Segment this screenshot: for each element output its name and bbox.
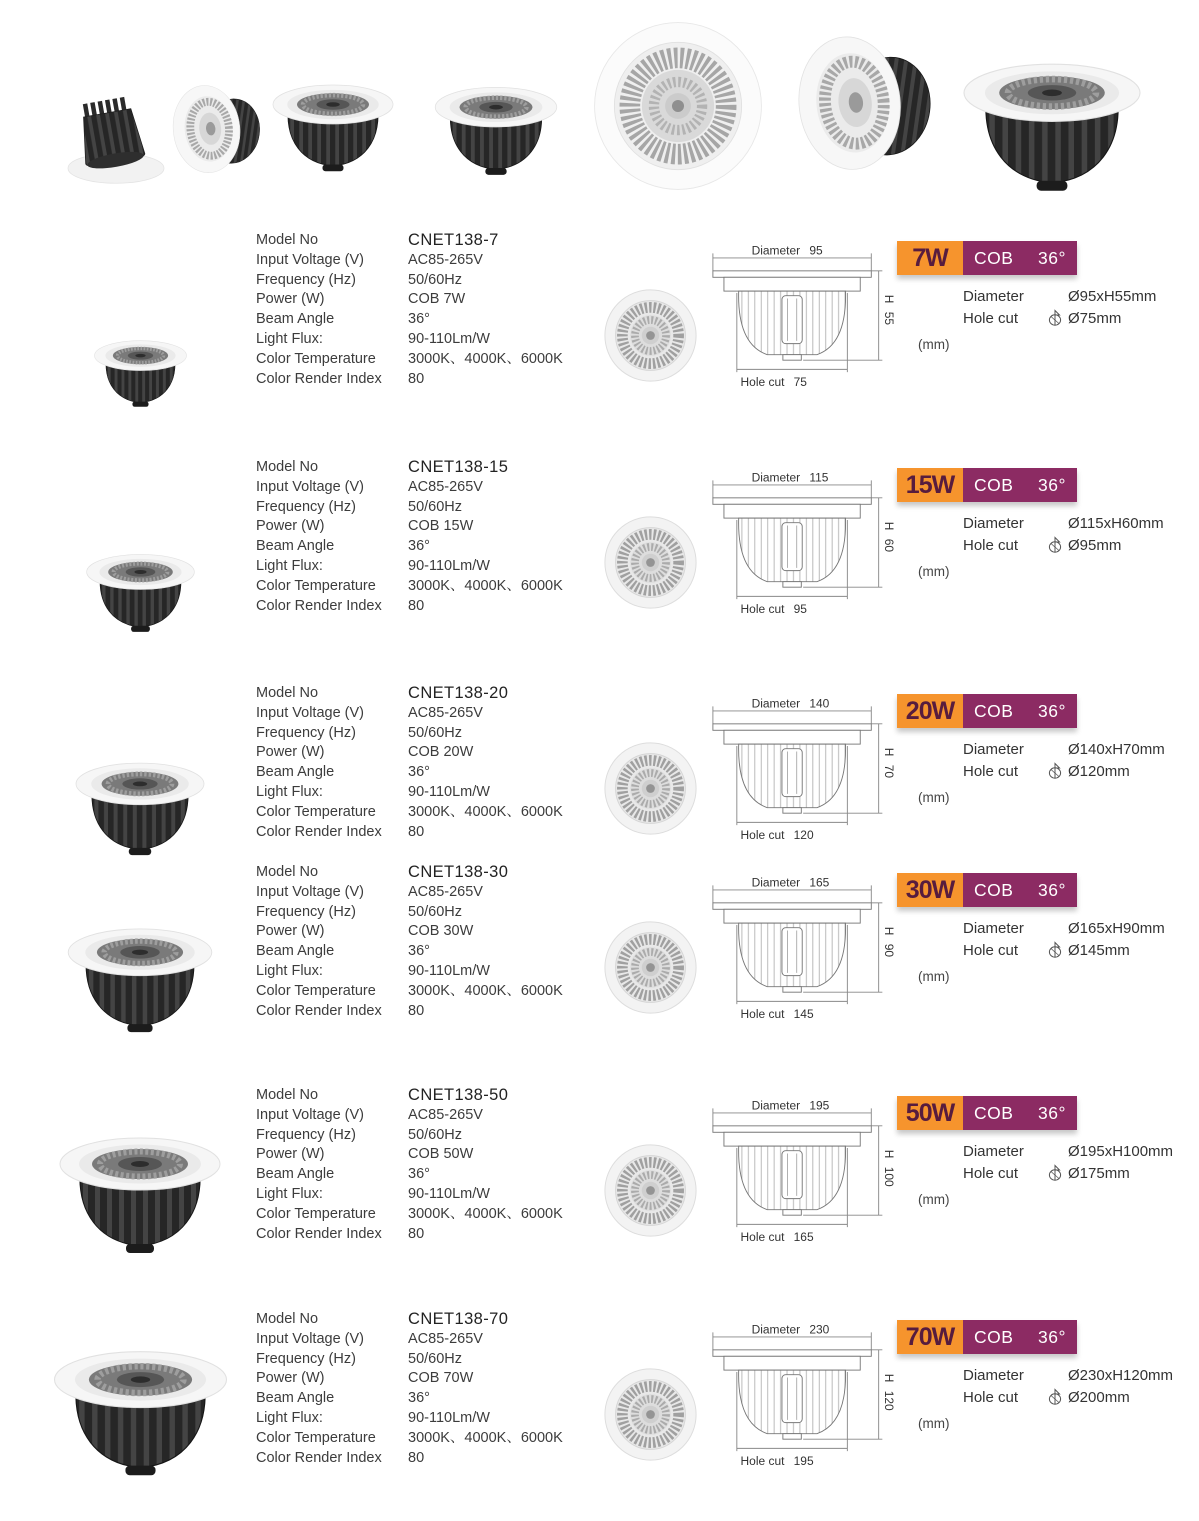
hole-cut-icon	[1046, 1388, 1068, 1406]
technical-drawing	[600, 873, 900, 1053]
spec-label: Model No	[256, 1087, 319, 1103]
drawing-diameter-label: Diameter 165	[751, 875, 830, 890]
spec-value-model: CNET138-30	[408, 863, 509, 881]
dimensions-panel	[963, 1364, 1173, 1408]
dim-label-diameter: Diameter	[963, 514, 1024, 532]
drawing-holecut-label: Hole cut 145	[740, 1006, 814, 1021]
spec-label: Input Voltage (V)	[256, 883, 365, 900]
spec-label: Frequency (Hz)	[256, 724, 356, 741]
dim-row-holecut	[963, 939, 1165, 961]
spec-value: 50/60Hz	[408, 724, 463, 741]
spec-label: Power (W)	[256, 518, 325, 535]
dim-value-holecut: Ø95mm	[1068, 536, 1122, 554]
beam-angle-label: 36°	[1038, 247, 1066, 268]
dimensions-panel	[963, 738, 1165, 782]
hole-cut-icon	[1046, 941, 1068, 959]
spec-value: AC85-265V	[408, 883, 483, 900]
drawing-top-view	[602, 287, 699, 384]
beam-angle-label: 36°	[1038, 1326, 1066, 1347]
spec-value: COB 50W	[408, 1146, 474, 1163]
product-row	[0, 1304, 1199, 1521]
spec-row-model	[256, 231, 606, 251]
drawing-height-label: H70	[882, 747, 897, 779]
cob-label: COB	[974, 1326, 1014, 1347]
dim-row-holecut	[963, 1162, 1173, 1184]
dim-value-diameter: Ø165xH90mm	[1068, 919, 1165, 937]
spec-value: 90-110Lm/W	[408, 1185, 490, 1202]
spec-label: Model No	[256, 232, 319, 248]
hole-cut-icon	[1046, 309, 1068, 327]
drawing-holecut-label: Hole cut 120	[740, 827, 814, 842]
unit-note: (mm)	[918, 1416, 950, 1431]
spec-value: 3000K、4000K、6000K	[408, 1429, 563, 1446]
spec-value: AC85-265V	[408, 478, 483, 495]
dim-label-diameter: Diameter	[963, 287, 1024, 305]
spec-row-light-flux	[256, 557, 606, 577]
technical-drawing	[600, 694, 900, 874]
spec-value-model: CNET138-20	[408, 684, 509, 702]
unit-note: (mm)	[918, 337, 950, 352]
spec-row-beam-angle	[256, 1389, 606, 1409]
spec-row-color-render-index	[256, 370, 606, 390]
product-row	[0, 452, 1199, 678]
spec-label: Frequency (Hz)	[256, 271, 356, 288]
product-row	[0, 225, 1199, 451]
watt-label: 70W	[897, 1320, 963, 1354]
spec-row-color-temperature	[256, 982, 606, 1002]
spec-label: Beam Angle	[256, 943, 335, 960]
spec-label: Color Temperature	[256, 350, 376, 367]
spec-label: Color Render Index	[256, 597, 382, 614]
drawing-side-view	[700, 1322, 898, 1479]
spec-value: COB 70W	[408, 1370, 474, 1387]
drawing-top-view	[602, 1366, 699, 1463]
spec-label: Color Temperature	[256, 803, 376, 820]
dim-label-diameter: Diameter	[963, 919, 1024, 937]
spec-value: AC85-265V	[408, 251, 483, 268]
spec-row-color-temperature	[256, 350, 606, 370]
spec-value-model: CNET138-50	[408, 1086, 509, 1104]
spec-value: 36°	[408, 943, 430, 960]
spec-label: Model No	[256, 459, 319, 475]
spec-label: Frequency (Hz)	[256, 1126, 356, 1143]
spec-row-color-temperature	[256, 1205, 606, 1225]
wattage-badge	[897, 1320, 1077, 1354]
spec-value: 3000K、4000K、6000K	[408, 982, 563, 999]
spec-label: Power (W)	[256, 744, 325, 761]
dim-label-diameter: Diameter	[963, 740, 1024, 758]
dim-value-holecut: Ø145mm	[1068, 941, 1130, 959]
dim-row-holecut	[963, 1386, 1173, 1408]
spec-value: 90-110Lm/W	[408, 1409, 490, 1426]
spec-label: Power (W)	[256, 291, 325, 308]
spec-row-color-render-index	[256, 1002, 606, 1022]
spec-value: 36°	[408, 311, 430, 328]
spec-row-beam-angle	[256, 763, 606, 783]
spec-label: Beam Angle	[256, 764, 335, 781]
spec-row-light-flux	[256, 962, 606, 982]
spec-row-frequency	[256, 271, 606, 291]
spec-label: Color Temperature	[256, 982, 376, 999]
spec-label: Power (W)	[256, 923, 325, 940]
spec-table	[256, 458, 606, 616]
spec-value: COB 20W	[408, 744, 474, 761]
spec-row-voltage	[256, 704, 606, 724]
drawing-height-label: H90	[882, 926, 897, 958]
cob-segment	[963, 468, 1077, 502]
dim-label-holecut: Hole cut	[963, 309, 1019, 327]
dim-row-holecut	[963, 307, 1156, 329]
spec-row-voltage	[256, 251, 606, 271]
drawing-top-view	[602, 919, 699, 1016]
dim-value-holecut: Ø175mm	[1068, 1164, 1130, 1182]
spec-label: Color Temperature	[256, 577, 376, 594]
spec-row-frequency	[256, 1126, 606, 1146]
beam-angle-label: 36°	[1038, 1102, 1066, 1123]
spec-row-power	[256, 922, 606, 942]
spec-label: Color Render Index	[256, 370, 382, 387]
drawing-diameter-label: Diameter 230	[751, 1322, 830, 1337]
spec-value-model: CNET138-7	[408, 231, 499, 249]
technical-drawing	[600, 1320, 900, 1500]
product-photo	[73, 541, 208, 651]
watt-label: 15W	[897, 468, 963, 502]
spec-label: Model No	[256, 864, 319, 880]
dim-row-diameter	[963, 917, 1165, 939]
spec-table	[256, 1086, 606, 1244]
dimensions-panel	[963, 917, 1165, 961]
dim-label-holecut: Hole cut	[963, 762, 1019, 780]
spec-row-beam-angle	[256, 310, 606, 330]
hole-cut-icon	[1046, 536, 1068, 554]
spec-value: 50/60Hz	[408, 498, 463, 515]
spec-value: 80	[408, 1225, 425, 1242]
spec-row-light-flux	[256, 1185, 606, 1205]
beam-angle-label: 36°	[1038, 474, 1066, 495]
spec-row-color-render-index	[256, 823, 606, 843]
technical-drawing	[600, 241, 900, 421]
product-photo	[40, 1118, 240, 1279]
spec-value: 80	[408, 1449, 425, 1466]
beam-angle-label: 36°	[1038, 879, 1066, 900]
dim-label-diameter: Diameter	[963, 1366, 1024, 1384]
spec-value-model: CNET138-15	[408, 458, 509, 476]
spec-table	[256, 231, 606, 389]
spec-value: 80	[408, 823, 425, 840]
dim-row-diameter	[963, 512, 1164, 534]
spec-row-color-temperature	[256, 803, 606, 823]
wattage-badge	[897, 468, 1077, 502]
spec-row-color-temperature	[256, 1429, 606, 1449]
spec-row-color-temperature	[256, 577, 606, 597]
dim-value-diameter: Ø230xH120mm	[1068, 1366, 1174, 1384]
unit-note: (mm)	[918, 969, 950, 984]
spec-row-voltage	[256, 478, 606, 498]
dimensions-panel	[963, 512, 1164, 556]
spec-label: Frequency (Hz)	[256, 903, 356, 920]
spec-row-model	[256, 1086, 606, 1106]
gallery-photo-front	[592, 10, 764, 207]
spec-row-power	[256, 290, 606, 310]
spec-row-power	[256, 743, 606, 763]
spec-value: 36°	[408, 764, 430, 781]
spec-value: 36°	[408, 538, 430, 555]
dim-label-holecut: Hole cut	[963, 536, 1019, 554]
cob-segment	[963, 873, 1077, 907]
spec-row-power	[256, 1145, 606, 1165]
spec-row-beam-angle	[256, 537, 606, 557]
dim-row-diameter	[963, 738, 1165, 760]
spec-table	[256, 1310, 606, 1468]
spec-label: Light Flux:	[256, 783, 323, 800]
dim-value-holecut: Ø120mm	[1068, 762, 1130, 780]
wattage-badge	[897, 873, 1077, 907]
spec-table	[256, 863, 606, 1021]
drawing-side-view	[700, 875, 898, 1032]
spec-label: Color Temperature	[256, 1429, 376, 1446]
spec-label: Light Flux:	[256, 1409, 323, 1426]
wattage-badge	[897, 241, 1077, 275]
cob-label: COB	[974, 474, 1014, 495]
gallery-photo-heatsink	[50, 80, 170, 200]
spec-value: 3000K、4000K、6000K	[408, 350, 563, 367]
spec-value: COB 15W	[408, 518, 474, 535]
spec-row-voltage	[256, 1106, 606, 1126]
drawing-diameter-label: Diameter 195	[751, 1098, 830, 1113]
spec-label: Beam Angle	[256, 1166, 335, 1183]
unit-note: (mm)	[918, 1192, 950, 1207]
spec-value: 50/60Hz	[408, 271, 463, 288]
dim-row-holecut	[963, 534, 1164, 556]
dim-value-diameter: Ø140xH70mm	[1068, 740, 1165, 758]
drawing-holecut-label: Hole cut 75	[740, 374, 807, 389]
drawing-top-view	[602, 514, 699, 611]
spec-value: 3000K、4000K、6000K	[408, 803, 563, 820]
spec-label: Beam Angle	[256, 311, 335, 328]
spec-value: 80	[408, 370, 425, 387]
drawing-holecut-label: Hole cut 195	[740, 1453, 814, 1468]
spec-value: COB 30W	[408, 923, 474, 940]
spec-row-voltage	[256, 1330, 606, 1350]
spec-value: 50/60Hz	[408, 1350, 463, 1367]
spec-value: AC85-265V	[408, 1106, 483, 1123]
dim-value-diameter: Ø195xH100mm	[1068, 1142, 1174, 1160]
spec-row-frequency	[256, 1350, 606, 1370]
drawing-holecut-label: Hole cut 165	[740, 1229, 814, 1244]
drawing-diameter-label: Diameter 115	[751, 470, 829, 485]
spec-label: Color Render Index	[256, 1002, 382, 1019]
spec-label: Input Voltage (V)	[256, 1106, 365, 1123]
spec-row-beam-angle	[256, 942, 606, 962]
technical-drawing	[600, 1096, 900, 1276]
cob-segment	[963, 1096, 1077, 1130]
spec-value: 3000K、4000K、6000K	[408, 1205, 563, 1222]
spec-label: Frequency (Hz)	[256, 498, 356, 515]
cob-label: COB	[974, 700, 1014, 721]
dim-value-diameter: Ø115xH60mm	[1068, 514, 1164, 532]
spec-value-model: CNET138-70	[408, 1310, 509, 1328]
spec-value: 90-110Lm/W	[408, 557, 490, 574]
spec-value: 90-110Lm/W	[408, 962, 490, 979]
spec-label: Input Voltage (V)	[256, 478, 365, 495]
spec-row-model	[256, 684, 606, 704]
spec-value: COB 7W	[408, 291, 466, 308]
dim-label-diameter: Diameter	[963, 1142, 1024, 1160]
watt-label: 20W	[897, 694, 963, 728]
spec-row-model	[256, 1310, 606, 1330]
spec-value: 90-110Lm/W	[408, 783, 490, 800]
watt-label: 50W	[897, 1096, 963, 1130]
gallery-photo-tilted-small	[166, 66, 270, 197]
spec-row-light-flux	[256, 1409, 606, 1429]
cob-segment	[963, 1320, 1077, 1354]
wattage-badge	[897, 1096, 1077, 1130]
spec-label: Color Temperature	[256, 1205, 376, 1222]
spec-table	[256, 684, 606, 842]
spec-row-color-render-index	[256, 597, 606, 617]
spec-value: 50/60Hz	[408, 1126, 463, 1143]
hole-cut-icon	[1046, 1164, 1068, 1182]
spec-row-frequency	[256, 498, 606, 518]
technical-drawing	[600, 468, 900, 648]
spec-row-light-flux	[256, 783, 606, 803]
spec-label: Color Render Index	[256, 823, 382, 840]
gallery-photo-three-quarter-large	[942, 42, 1162, 219]
drawing-side-view	[700, 470, 898, 627]
spec-label: Light Flux:	[256, 962, 323, 979]
watt-label: 7W	[897, 241, 963, 275]
dim-value-holecut: Ø75mm	[1068, 309, 1122, 327]
dim-label-holecut: Hole cut	[963, 1164, 1019, 1182]
dim-value-holecut: Ø200mm	[1068, 1388, 1130, 1406]
drawing-top-view	[602, 1142, 699, 1239]
spec-value: 80	[408, 597, 425, 614]
drawing-holecut-label: Hole cut 95	[740, 601, 807, 616]
drawing-diameter-label: Diameter 95	[751, 243, 823, 258]
product-row	[0, 1080, 1199, 1306]
spec-row-light-flux	[256, 330, 606, 350]
gallery-photo-tilted-large	[788, 8, 946, 203]
dim-row-diameter	[963, 1364, 1173, 1386]
dim-value-diameter: Ø95xH55mm	[1068, 287, 1157, 305]
drawing-height-label: H60	[882, 521, 897, 553]
spec-row-power	[256, 517, 606, 537]
spec-label: Light Flux:	[256, 330, 323, 347]
dimensions-panel	[963, 285, 1156, 329]
spec-label: Model No	[256, 1311, 319, 1327]
spec-label: Input Voltage (V)	[256, 704, 365, 721]
drawing-diameter-label: Diameter 140	[751, 696, 830, 711]
dim-label-holecut: Hole cut	[963, 1388, 1019, 1406]
spec-value: 80	[408, 1002, 425, 1019]
spec-label: Model No	[256, 685, 319, 701]
watt-label: 30W	[897, 873, 963, 907]
drawing-side-view	[700, 696, 898, 853]
product-row	[0, 857, 1199, 1083]
spec-value: 50/60Hz	[408, 903, 463, 920]
unit-note: (mm)	[918, 564, 950, 579]
wattage-badge	[897, 694, 1077, 728]
spec-label: Beam Angle	[256, 538, 335, 555]
spec-row-voltage	[256, 883, 606, 903]
spec-value: 36°	[408, 1166, 430, 1183]
spec-label: Color Render Index	[256, 1225, 382, 1242]
spec-label: Power (W)	[256, 1146, 325, 1163]
spec-row-beam-angle	[256, 1165, 606, 1185]
spec-value: 36°	[408, 1390, 430, 1407]
spec-value: 3000K、4000K、6000K	[408, 577, 563, 594]
cob-label: COB	[974, 247, 1014, 268]
dim-label-holecut: Hole cut	[963, 941, 1019, 959]
dim-row-diameter	[963, 1140, 1173, 1162]
product-photo	[50, 911, 230, 1056]
drawing-side-view	[700, 243, 898, 400]
gallery-photo-three-quarter-1	[258, 70, 408, 192]
spec-row-power	[256, 1369, 606, 1389]
cob-segment	[963, 694, 1077, 728]
cob-label: COB	[974, 879, 1014, 900]
unit-note: (mm)	[918, 790, 950, 805]
dim-row-holecut	[963, 760, 1165, 782]
product-photo	[83, 329, 198, 424]
spec-label: Frequency (Hz)	[256, 1350, 356, 1367]
spec-row-frequency	[256, 903, 606, 923]
spec-row-frequency	[256, 724, 606, 744]
drawing-height-label: H120	[882, 1373, 897, 1411]
spec-label: Light Flux:	[256, 1185, 323, 1202]
spec-label: Input Voltage (V)	[256, 251, 365, 268]
spec-label: Light Flux:	[256, 557, 323, 574]
spec-row-color-render-index	[256, 1449, 606, 1469]
gallery-photo-three-quarter-2	[420, 72, 572, 196]
spec-value: AC85-265V	[408, 1330, 483, 1347]
product-photo	[33, 1330, 248, 1503]
hole-cut-icon	[1046, 762, 1068, 780]
spec-label: Power (W)	[256, 1370, 325, 1387]
beam-angle-label: 36°	[1038, 700, 1066, 721]
drawing-top-view	[602, 740, 699, 837]
dim-row-diameter	[963, 285, 1156, 307]
drawing-height-label: H55	[882, 294, 897, 326]
spec-value: 90-110Lm/W	[408, 330, 490, 347]
spec-row-model	[256, 863, 606, 883]
spec-row-model	[256, 458, 606, 478]
spec-label: Input Voltage (V)	[256, 1330, 365, 1347]
dimensions-panel	[963, 1140, 1173, 1184]
spec-value: AC85-265V	[408, 704, 483, 721]
drawing-side-view	[700, 1098, 898, 1255]
spec-label: Color Render Index	[256, 1449, 382, 1466]
spec-label: Beam Angle	[256, 1390, 335, 1407]
cob-segment	[963, 241, 1077, 275]
drawing-height-label: H100	[882, 1149, 897, 1187]
cob-label: COB	[974, 1102, 1014, 1123]
spec-row-color-render-index	[256, 1225, 606, 1245]
